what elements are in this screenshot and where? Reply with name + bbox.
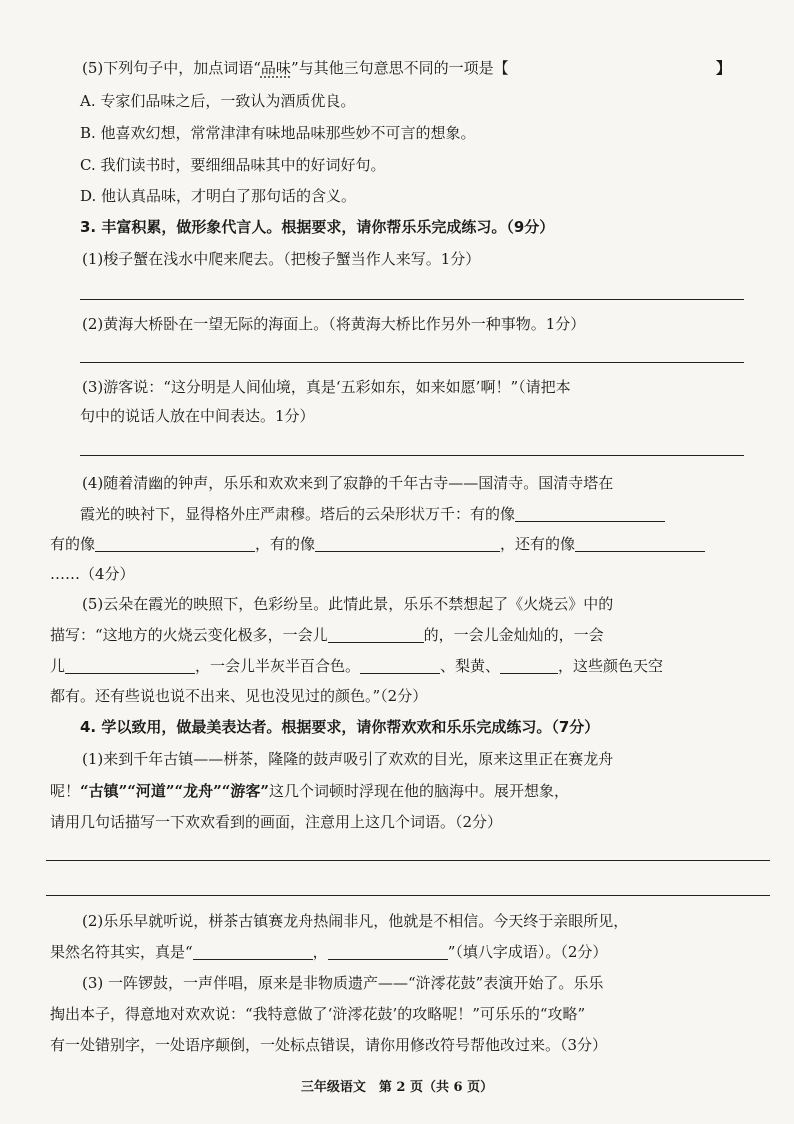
q4-item-2-line2-b: ”（填八字成语）。（2分） — [447, 943, 608, 961]
q4-item-1-line2 — [50, 781, 569, 801]
q3-item-3-line2: 句中的说话人放在中间表达。1分） — [80, 407, 315, 425]
q4-item-1-line3: 请用几句话描写一下欢欢看到的画面，注意用上这几个词语。（2分） — [50, 813, 503, 831]
q4-item-1-keywords: “古镇”“河道”“龙舟”“游客” — [80, 782, 270, 800]
q4-item-1-line2-c: 这几个词顿时浮现在他的脑海中。展开想象， — [269, 782, 570, 800]
q3-item-5-line2-a: 描写：“这地方的火烧云变化极多，一会儿 — [50, 626, 328, 644]
q3-item-4-blank-4[interactable] — [575, 535, 705, 552]
q3-item-5-line4: 都有。还有些说也说不出来、见也没见过的颜色。”（2分） — [50, 687, 428, 705]
q3-heading: 3. 丰富积累，做形象代言人。根据要求，请你帮乐乐完成练习。（9分） — [80, 218, 555, 236]
q4-item-2-line1: (2)乐乐早就听说，栟茶古镇赛龙舟热闹非凡，他就是不相信。今天终于亲眼所见， — [82, 912, 629, 930]
q3-item-4-line4: ……（4分） — [50, 565, 135, 583]
q3-item-4-label-a: 有的像 — [50, 535, 96, 553]
q2-5-prompt-b: ”与其他三句意思不同的一项是【 — [290, 59, 509, 77]
q3-item-5-line3-a: 儿 — [50, 657, 66, 675]
q4-item-1-line1: (1)来到千年古镇——栟茶，隆隆的鼓声吸引了欢欢的目光，原来这里正在赛龙舟 — [82, 750, 614, 768]
q3-item-5-blank-1[interactable] — [328, 626, 424, 643]
q4-item-2-line2-a: 果然名符其实，真是“ — [50, 943, 193, 961]
q2-5-option-a: A. 专家们品味之后，一致认为酒质优良。 — [80, 92, 356, 110]
q3-item-4-blank-1[interactable] — [515, 505, 665, 522]
q4-item-3-line2: 掏出本子，得意地对欢欢说：“我特意做了‘浒澪花鼓’的攻略呢！”可乐乐的“攻略” — [50, 1005, 586, 1023]
q3-item-5-blank-3[interactable] — [360, 657, 440, 674]
q3-item-5-line2-b: 的，一会儿金灿灿的，一会 — [423, 626, 604, 644]
q4-item-2-blank-1[interactable] — [193, 943, 313, 960]
q3-item-4-line2-text: 霞光的映衬下，显得格外庄严肃穆。塔后的云朵形状万千：有的像 — [80, 505, 516, 523]
q2-5-prompt-a: (5)下列句子中，加点词语“ — [82, 59, 261, 77]
q3-item-4-label-b: 有的像 — [270, 535, 316, 553]
q3-item-4-line1: (4)随着清幽的钟声，乐乐和欢欢来到了寂静的千年古寺——国清寺。国清寺塔在 — [82, 474, 614, 492]
q3-item-5-line3-d: ，这些颜色天空 — [558, 657, 664, 675]
q3-item-4-sep: ， — [255, 535, 271, 553]
q3-item-3-answer-line[interactable] — [80, 455, 744, 456]
q2-5-answer-bracket-end: 】 — [716, 59, 732, 77]
q4-item-3-line1: (3) 一阵锣鼓，一声伴唱，原来是非物质遗产——“浒澪花鼓”表演开始了。乐乐 — [82, 974, 604, 992]
q3-item-5-line1: (5)云朵在霞光的映照下，色彩纷呈。此情此景，乐乐不禁想起了《火烧云》中的 — [82, 595, 614, 613]
q3-item-5-blank-4[interactable] — [500, 657, 558, 674]
q2-5-prompt-word: 品味 — [260, 59, 291, 77]
q3-item-4-label-c: ，还有的像 — [500, 535, 576, 553]
q3-item-4-line3 — [50, 534, 705, 554]
q3-item-2: (2)黄海大桥卧在一望无际的海面上。（将黄海大桥比作另外一种事物。1分） — [82, 315, 586, 333]
q2-5-option-b: B. 他喜欢幻想，常常津津有味地品味那些妙不可言的想象。 — [80, 124, 476, 142]
q4-heading: 4. 学以致用，做最美表达者。根据要求，请你帮欢欢和乐乐完成练习。（7分） — [80, 718, 600, 736]
q4-item-1-answer-line-1[interactable] — [46, 860, 770, 861]
q4-item-2-line2 — [50, 942, 607, 962]
q4-item-1-line2-a: 呢！ — [50, 782, 81, 800]
q3-item-4-blank-3[interactable] — [315, 535, 500, 552]
q3-item-3-line1: (3)游客说：“这分明是人间仙境，真是‘五彩如东，如来如愿’啊！”（请把本 — [82, 378, 571, 396]
q4-item-2-comma: ， — [312, 943, 328, 961]
q3-item-5-line3 — [50, 656, 663, 676]
q3-item-5-line2 — [50, 625, 604, 645]
q3-item-2-answer-line[interactable] — [80, 362, 744, 363]
q3-item-5-blank-2[interactable] — [65, 657, 195, 674]
q3-item-4-blank-2[interactable] — [95, 535, 255, 552]
q4-item-3-line3: 有一处错别字，一处语序颠倒，一处标点错误，请你用修改符号帮他改过来。（3分） — [50, 1036, 608, 1054]
q2-5-option-c: C. 我们读书时，要细细品味其中的好词好句。 — [80, 156, 386, 174]
q3-item-5-line3-c: 、梨黄、 — [440, 657, 501, 675]
q3-item-1-answer-line[interactable] — [80, 299, 744, 300]
q4-item-2-blank-2[interactable] — [328, 943, 448, 960]
q2-5-prompt — [82, 58, 509, 78]
q3-item-4-line2 — [80, 504, 665, 524]
q3-item-1: (1)梭子蟹在浅水中爬来爬去。（把梭子蟹当作人来写。1分） — [82, 250, 481, 268]
page-footer: 三年级语文 第 2 页（共 6 页） — [300, 1080, 494, 1095]
q3-item-5-line3-b: ，一会儿半灰半百合色。 — [195, 657, 361, 675]
q2-5-option-d: D. 他认真品味，才明白了那句话的含义。 — [80, 187, 357, 205]
q4-item-1-answer-line-2[interactable] — [46, 895, 770, 896]
